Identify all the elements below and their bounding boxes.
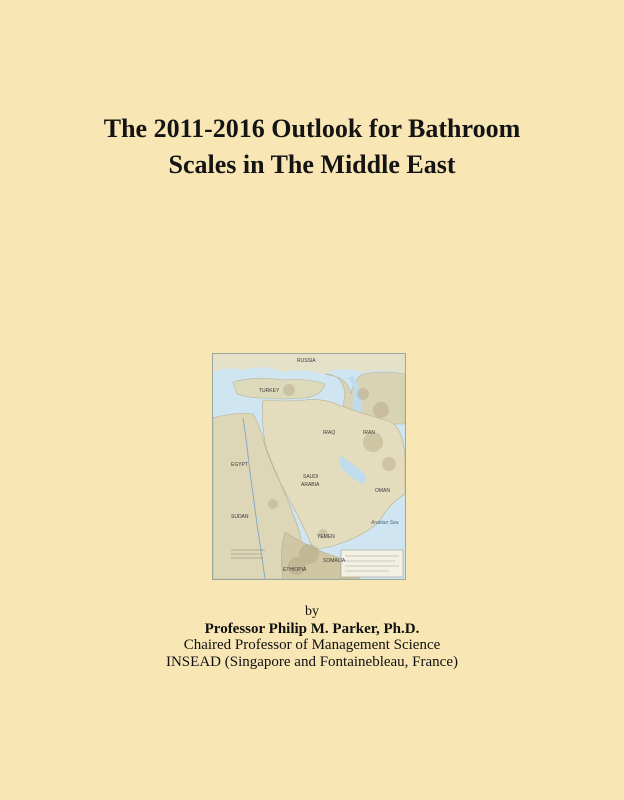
cover-title bbox=[40, 111, 584, 183]
label-iran: IRAN bbox=[363, 430, 375, 436]
label-sudan: SUDAN bbox=[231, 514, 249, 520]
label-oman: OMAN bbox=[375, 488, 390, 494]
label-saudi: SAUDI bbox=[303, 474, 319, 480]
label-somalia: SOMALIA bbox=[323, 558, 346, 564]
label-egypt: EGYPT bbox=[231, 462, 248, 468]
author-title: Chaired Professor of Management Science bbox=[183, 637, 441, 653]
author-name: Professor Philip M. Parker, Ph.D. bbox=[204, 621, 420, 637]
label-russia: RUSSIA bbox=[297, 358, 316, 364]
label-arabian-sea: Arabian Sea bbox=[371, 520, 399, 526]
map-illustration bbox=[213, 354, 405, 579]
label-iraq: IRAQ bbox=[323, 430, 336, 436]
title-line-2: Scales in The Middle East bbox=[168, 150, 456, 179]
label-yemen: YEMEN bbox=[317, 534, 335, 540]
title-line-1: The 2011-2016 Outlook for Bathroom bbox=[103, 114, 521, 143]
author-institution: INSEAD (Singapore and Fontainebleau, France) bbox=[165, 654, 458, 670]
label-turkey: TURKEY bbox=[259, 388, 280, 394]
middle-east-map-image bbox=[212, 353, 406, 580]
by-text: by bbox=[305, 604, 319, 619]
label-ethiopia: ETHIOPIA bbox=[283, 567, 307, 573]
label-arabia: ARABIA bbox=[301, 482, 320, 488]
map-legend bbox=[341, 550, 403, 577]
